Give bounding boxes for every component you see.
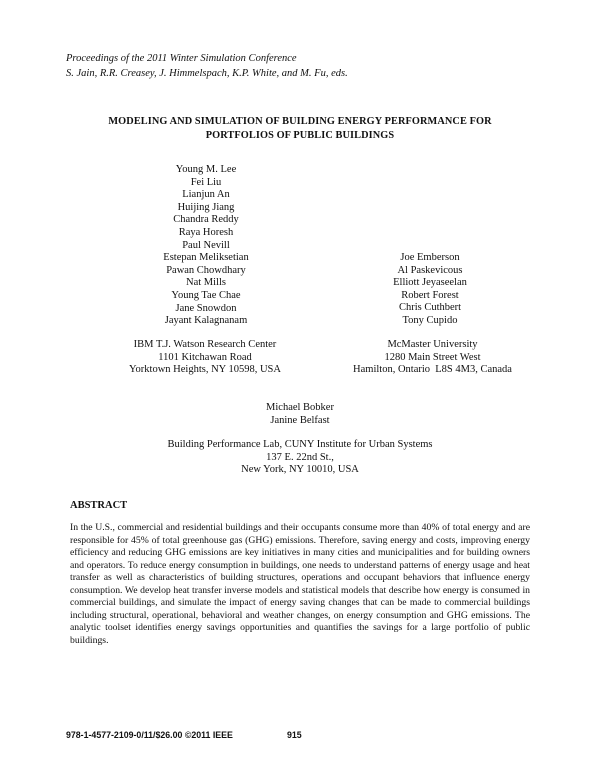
author-name: Elliott Jeyaseelan	[393, 277, 467, 289]
affiliation-line: McMaster University	[387, 339, 478, 350]
affiliation-line: 1101 Kitchawan Road	[158, 351, 252, 363]
author-name: Fei Liu	[190, 176, 222, 188]
author-name: Paul Nevill	[182, 239, 230, 251]
affiliation-line: IBM T.J. Watson Research Center	[133, 339, 277, 350]
author-list-right	[330, 252, 530, 328]
paper-title	[70, 115, 530, 143]
abstract-heading: ABSTRACT	[70, 500, 128, 511]
author-name: Janine Belfast	[270, 414, 330, 426]
author-name: Young Tae Chae	[171, 289, 241, 301]
author-name: Nat Mills	[186, 277, 226, 289]
affiliation-line: Hamilton, Ontario L8S 4M3, Canada	[353, 364, 512, 376]
author-name: Chris Cuthbert	[398, 302, 462, 314]
affiliation-left	[90, 339, 320, 377]
author-name: Michael Bobker	[266, 402, 334, 413]
author-name: Raya Horesh	[178, 226, 234, 238]
author-name: Jayant Kalagnanam	[164, 315, 248, 327]
affiliation-line: 137 E. 22nd St.,	[266, 451, 334, 463]
author-name: Estepan Meliksetian	[163, 252, 249, 264]
author-name: Pawan Chowdhary	[166, 264, 246, 276]
author-name: Al Paskevicous	[397, 264, 463, 276]
affiliation-line: Building Performance Lab, CUNY Institute for Urban Systems	[167, 439, 433, 450]
affiliation-center	[140, 439, 460, 477]
author-name: Robert Forest	[401, 289, 459, 301]
footer-isbn: 978-1-4577-2109-0/11/$26.00 ©2011 IEEE	[66, 730, 233, 740]
author-name: Tony Cupido	[402, 314, 458, 326]
author-name: Joe Emberson	[400, 252, 460, 263]
author-name: Lianjun An	[182, 189, 230, 201]
proceedings-editors: S. Jain, R.R. Creasey, J. Himmelspach, K.P. White, and M. Fu, eds.	[66, 68, 348, 79]
paper-title-line-1: MODELING AND SIMULATION OF BUILDING ENERGY PERFORMANCE FOR	[108, 116, 492, 127]
abstract-text: In the U.S., commercial and residential buildings and their occupants consume more than 40% of total energy and are responsible for 45% of total greenhouse gas (GHG) emissions. Therefore, saving energy and costs, improving energy efficiency and reducing GHG emissions are key initiatives in many cities and municipalities and for building owners and operators. To reduce energy consumption in buildings, one needs to understand patterns of energy usage and heat transfer as well as characteristics of building structures, operations and occupant behaviors that influence energy consumption. We develop heat transfer inverse models and statistical models that describe how energy is consumed in commercial buildings, and simulate the impact of energy saving changes that can be made to commercial buildings including structural, operational, behavioral and weather changes, on energy consumption and GHG emissions. The analytic toolset identifies energy savings opportunities and quantifies the savings for a large portfolio of public buildings.	[70, 522, 530, 646]
affiliation-line: Yorktown Heights, NY 10598, USA	[129, 364, 281, 376]
proceedings-header	[66, 51, 348, 81]
affiliation-line: 1280 Main Street West	[384, 351, 481, 363]
paper-title-line-2: PORTFOLIOS OF PUBLIC BUILDINGS	[205, 130, 395, 141]
author-name: Jane Snowdon	[175, 302, 237, 314]
author-name: Huijing Jiang	[177, 201, 235, 213]
proceedings-line-1: Proceedings of the 2011 Winter Simulation Conference	[66, 53, 297, 64]
author-list-center	[175, 402, 425, 427]
page-number: 915	[287, 730, 302, 740]
author-name: Young M. Lee	[175, 164, 237, 175]
author-name: Chandra Reddy	[173, 214, 239, 226]
affiliation-line: New York, NY 10010, USA	[241, 464, 359, 476]
author-list-left	[96, 164, 316, 328]
affiliation-right	[295, 339, 570, 377]
